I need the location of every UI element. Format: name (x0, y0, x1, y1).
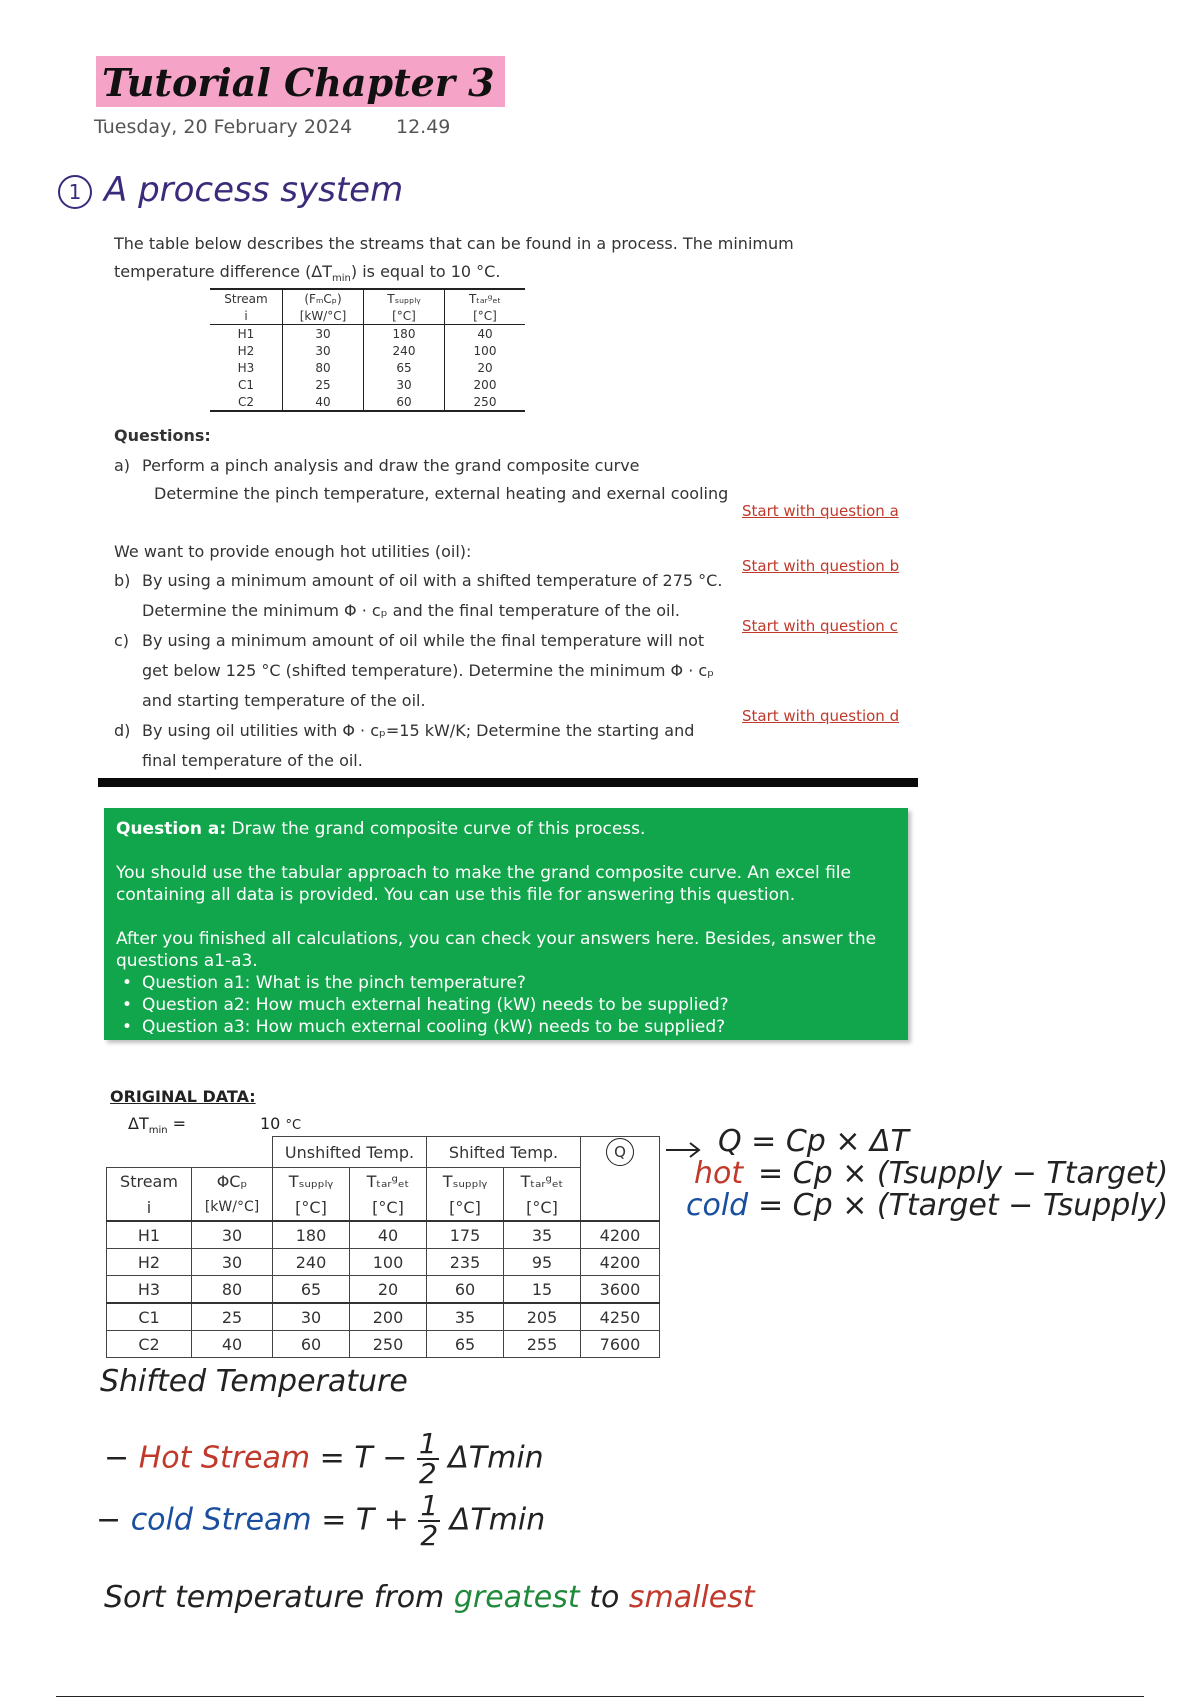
table-row: H2 30 240 100 (210, 342, 525, 359)
table-row: C1 25 30 200 35 205 4250 (107, 1303, 660, 1331)
divider (98, 778, 918, 787)
question-d: d) By using oil utilities with Φ · cₚ=15 kW/K; Determine the starting and (114, 721, 695, 740)
head-cp-unit: [kW/°C] (192, 1194, 273, 1221)
q-formula: Q = Cp × ΔT (718, 1124, 909, 1159)
table-row: C1 25 30 200 (210, 376, 525, 393)
question-b: b) By using a minimum amount of oil with a shifted temperature of 275 °C. (114, 571, 723, 590)
table-row: C2 40 60 250 65 255 7600 (107, 1331, 660, 1358)
q-circle-label: Q (606, 1138, 634, 1166)
question-a: a) Perform a pinch analysis and draw the grand composite curve (114, 456, 640, 475)
page-bottom-rule (56, 1696, 1144, 1697)
section-heading-text: A process system (104, 170, 404, 210)
sort-instruction: Sort temperature from greatest to smallest (104, 1580, 755, 1615)
question-a-instructions: You should use the tabular approach to make the grand composite curve. An excel file containing all data is provided. You can use this file for answering this question. (116, 863, 851, 905)
table-row: H1 30 180 40 (210, 325, 525, 343)
shifted-temperature-title: Shifted Temperature (100, 1364, 408, 1399)
small-head-fmcp: (FₘCₚ) (283, 289, 364, 307)
page-time: 12.49 (396, 116, 451, 138)
dtmin-value: 10 °C (260, 1114, 302, 1133)
table-row: H3 80 65 20 (210, 359, 525, 376)
head-shifted-ttarget: Tₜₐᵣᵍₑₜ (504, 1168, 581, 1195)
cold-formula: = Cp × (Ttarget − Tsupply) (758, 1188, 1169, 1223)
list-item: • Question a2: How much external heating (kW) needs to be supplied? (142, 994, 896, 1016)
dtmin-label: $\Delta T_{min}$ = (128, 1114, 187, 1137)
original-data-label: ORIGINAL DATA: (110, 1087, 256, 1106)
head-unit-4: [°C] (504, 1194, 581, 1221)
head-unit-3: [°C] (427, 1194, 504, 1221)
table-row: H3 80 65 20 60 15 3600 (107, 1276, 660, 1304)
intro-line-1: The table below describes the streams that can be found in a process. The minimum (114, 234, 794, 253)
hot-label: hot (694, 1156, 744, 1191)
list-item: • Question a3: How much external cooling (kW) needs to be supplied? (142, 1016, 896, 1038)
table-row: C2 40 60 250 (210, 393, 525, 411)
stream-table-small (210, 288, 525, 412)
link-question-b[interactable]: Start with question b (742, 557, 900, 575)
head-unit-1: [°C] (273, 1194, 350, 1221)
intro-line-2: temperature difference $(\Delta T_{min})$ is equal to 10 °C. (114, 262, 501, 285)
questions-label: Questions: (114, 426, 211, 445)
question-a-line2: Determine the pinch temperature, external heating and exernal cooling (154, 484, 729, 503)
head-unit-2: [°C] (350, 1194, 427, 1221)
small-unit-ttarget: [°C] (445, 307, 526, 325)
question-c-line3: and starting temperature of the oil. (142, 691, 426, 710)
list-item: • Question a1: What is the pinch temperature? (142, 972, 896, 994)
group-shifted: Shifted Temp. (427, 1137, 581, 1168)
head-ttarget: Tₜₐᵣᵍₑₜ (350, 1168, 427, 1195)
cold-label: cold (686, 1188, 749, 1223)
question-c-line2: get below 125 °C (shifted temperature). Determine the minimum Φ · cₚ (142, 661, 715, 680)
question-c: c) By using a minimum amount of oil while the final temperature will not (114, 631, 705, 650)
hot-utilities-text: We want to provide enough hot utilities (oil): (114, 542, 472, 561)
table-row: H2 30 240 100 235 95 4200 (107, 1249, 660, 1276)
head-shifted-tsupply: Tₛᵤₚₚₗᵧ (427, 1168, 504, 1195)
small-head-stream: Stream (224, 291, 268, 306)
head-stream: Stream (107, 1168, 192, 1195)
small-unit-i: i (210, 307, 283, 325)
link-question-d[interactable]: Start with question d (742, 707, 900, 725)
page-title: Tutorial Chapter 3 (96, 56, 505, 107)
hot-formula: = Cp × (Tsupply − Ttarget) (758, 1156, 1169, 1191)
question-d-line2: final temperature of the oil. (142, 751, 363, 770)
question-b-line2: Determine the minimum Φ · cₚ and the final temperature of the oil. (142, 601, 680, 620)
question-a-box (104, 808, 908, 1040)
original-data-table (106, 1136, 660, 1358)
hot-stream-rule: − Hot Stream = T − $\frac{1}{2}$ ΔTmin (104, 1427, 544, 1490)
head-cp: ΦCₚ (192, 1168, 273, 1195)
table-row: H1 30 180 40 175 35 4200 (107, 1221, 660, 1249)
link-question-a[interactable]: Start with question a (742, 502, 899, 520)
small-head-ttarget: Tₜₐᵣᵍₑₜ (445, 289, 526, 307)
question-a-bullets (116, 972, 896, 1038)
small-head-tsupply: Tₛᵤₚₚₗᵧ (364, 289, 445, 307)
intro-text (114, 230, 854, 293)
question-a-check: After you finished all calculations, you can check your answers here. Besides, answer the questions a1-a3. (116, 929, 877, 971)
section-heading (58, 170, 403, 210)
page-date: Tuesday, 20 February 2024 (94, 116, 353, 138)
small-unit-cp: [kW/°C] (283, 307, 364, 325)
cold-stream-rule: − cold Stream = T + $\frac{1}{2}$ ΔTmin (96, 1489, 546, 1552)
link-question-c[interactable]: Start with question c (742, 617, 898, 635)
head-tsupply: Tₛᵤₚₚₗᵧ (273, 1168, 350, 1195)
section-number: 1 (58, 175, 92, 209)
group-unshifted: Unshifted Temp. (273, 1137, 427, 1168)
q-column-header (581, 1137, 660, 1168)
head-i: i (107, 1194, 192, 1221)
question-a-prompt: Question a: Draw the grand composite curve of this process. (116, 819, 646, 839)
small-unit-tsupply: [°C] (364, 307, 445, 325)
